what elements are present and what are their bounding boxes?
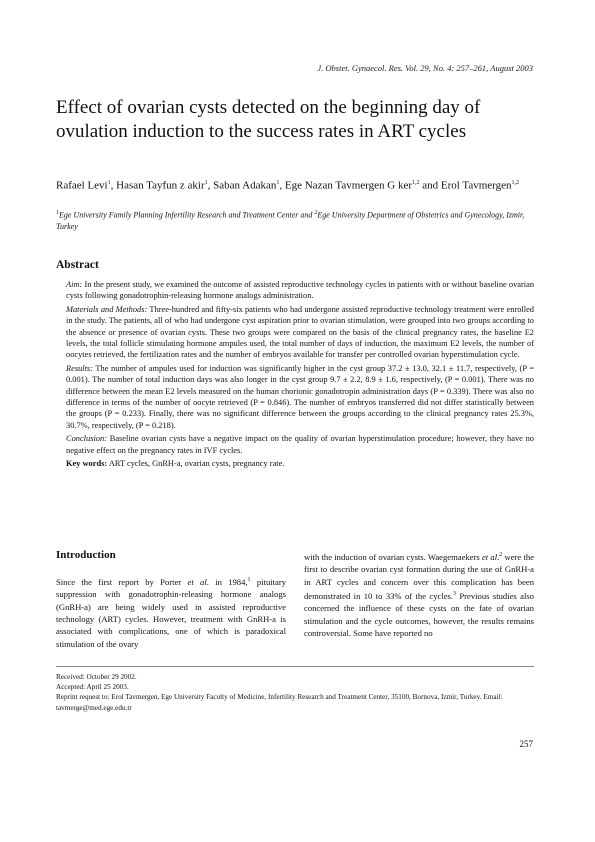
aim-text: In the present study, we examined the outcome of assisted reproductive technology cycles in patients with or without baseline ovarian cysts following gonadotrophin-releasing hormone analogs administration. [66, 280, 535, 301]
intro-text: were the first to describe ovarian cyst formation during the use of GnRH-a in ART cycles and concern over this complication has been demonstrated in 10 to 33% of the cycles. [304, 551, 534, 601]
affiliation-text: Ege University Family Planning Infertility Research and Treatment Center and [59, 210, 315, 220]
conclusion-label: Conclusion: [66, 434, 107, 444]
author-name: Rafael Levi [56, 179, 108, 192]
accepted-date: Accepted: April 25 2003. [56, 683, 129, 692]
author-name: Saban Adakan [213, 179, 277, 192]
author-separator: , [207, 179, 214, 192]
introduction-heading: Introduction [56, 549, 116, 561]
author-separator: , [279, 179, 285, 192]
methods-label: Materials and Methods: [66, 304, 148, 314]
intro-text: pituitary suppression with gonadotrophin-releasing hormone analogs (GnRH-a) are being widely used in assisted reproductive technology (ART) cycles. However, treatment with GnRH-a is associated with complications, one of which is paradoxical stimulation of the ovary [56, 576, 286, 649]
aim-label: Aim: [66, 280, 83, 289]
methods-text: Three-hundred and fifty-six patients who had undergone assisted reproductive technology treatment were enrolled in the study. The patients, all of who had undergone cyst aspiration prior to ovarian stimulation, were grouped into two groups according to the absence or presence of ovarian cysts. These two groups were compared on the basis of the clinical pregnancy rates, the baseline E2 levels, the total follicle stimulating hormone ampules used, the total number of days of induction, the maximum E2 levels, the number of oocytes retrieved, the fertilization rates and the number of embryos available for transfer per controlled ovarian hyperstimulation cycle. [66, 304, 534, 360]
intro-text: . [497, 551, 500, 562]
abstract-body [66, 279, 534, 472]
author-list [56, 176, 542, 194]
author-affiliation-mark: 1,2 [511, 180, 519, 186]
author-name: Erol Tavmergen [440, 179, 512, 192]
intro-paragraph [56, 574, 286, 650]
abstract-aim [66, 279, 534, 302]
intro-text: Since the first report by Porter [56, 576, 188, 587]
author-separator: , [110, 179, 117, 192]
author-name: Ege Nazan Tavmergen G ker [284, 179, 412, 192]
affiliation-mark: 1 [56, 210, 59, 216]
received-date: Received: October 29 2002. [56, 673, 137, 681]
article-title: Effect of ovarian cysts detected on the beginning day of ovulation induction to the success rates in ART cycles [56, 97, 481, 142]
intro-text: with the induction of ovarian cysts. Waegemaekers [304, 551, 482, 562]
author-affiliation-mark: 1 [276, 180, 280, 186]
footnotes [56, 672, 534, 713]
results-label: Results: [66, 363, 93, 373]
affiliation-mark: 2 [314, 210, 318, 216]
intro-etal: et al [187, 576, 207, 587]
affiliation-text: Ege University Department of Obstetrics and Gynecology, Izmir, Turkey [56, 210, 525, 232]
author-affiliation-mark: 1 [204, 180, 208, 186]
citation-mark: 1 [247, 577, 251, 583]
abstract-heading: Abstract [56, 259, 99, 271]
author-and: and [419, 179, 441, 192]
abstract-conclusion [66, 433, 534, 456]
page-number: 257 [519, 739, 533, 749]
results-text: The number of ampules used for induction was significantly higher in the cyst group 37.2 ± 13.0, 32.1 ± 11.7, respectively, (P = 0.001). The number of total induction days was also longer in the cyst group 9.7 ± 2.2, 8.9 ± 1.6, respectively, (P = 0.001). There was no difference between the mean E2 levels measured on the human chorionic gonadotropin administration days (P = 0.339). There was also no difference in terms of the number of oocyte retrieved (P = 0.846). The number of embryos transferred did not differ statistically between the groups (P = 0.233). Finally, there was no significant difference between the groups according to the clinical pregnancy rates 25.3%, 30.7%, respectively, (P = 0.218). [66, 363, 534, 430]
author-affiliation-mark: 1 [107, 180, 111, 186]
abstract-results [66, 363, 534, 431]
body-column-right [304, 549, 534, 640]
citation-mark: 2 [499, 552, 503, 558]
author-name: Hasan Tayfun z akir [116, 179, 205, 192]
intro-text: . in 1984, [206, 576, 248, 587]
footnote-divider [56, 666, 534, 667]
running-head: J. Obstet. Gynaecol. Res. Vol. 29, No. 4: 257–261, August 2003 [317, 63, 533, 73]
citation-mark: 3 [453, 591, 457, 598]
intro-paragraph-continued [304, 549, 534, 640]
author-affiliation-mark: 1,2 [412, 180, 420, 186]
keywords-label: Key words: [66, 459, 108, 469]
body-column-left [56, 574, 286, 650]
intro-etal: et al [481, 551, 498, 562]
abstract-keywords [66, 458, 534, 469]
reprint-request: Reprint request to: Erol Tavmergen, Ege University Faculty of Medicine, Infertility Research and Treatment Center, 35100, Bornova, Izmir, Turkey. Email: tavmerge@med.ege.edu.tr [56, 693, 503, 712]
conclusion-text: Baseline ovarian cysts have a negative impact on the quality of ovarian hyperstimulation procedure; however, they have no negative effect on the pregnancy rates in IVF cycles. [66, 434, 534, 455]
keywords-text: ART cycles, GnRH-a, ovarian cysts, pregnancy rate. [108, 459, 285, 469]
intro-text: Previous studies also concerned the influence of these cysts on the fate of ovarian stimulation and the cycle outcomes, however, the results remains controversial. Some have reported no [304, 590, 534, 639]
affiliations [56, 208, 542, 233]
abstract-methods [66, 304, 534, 361]
